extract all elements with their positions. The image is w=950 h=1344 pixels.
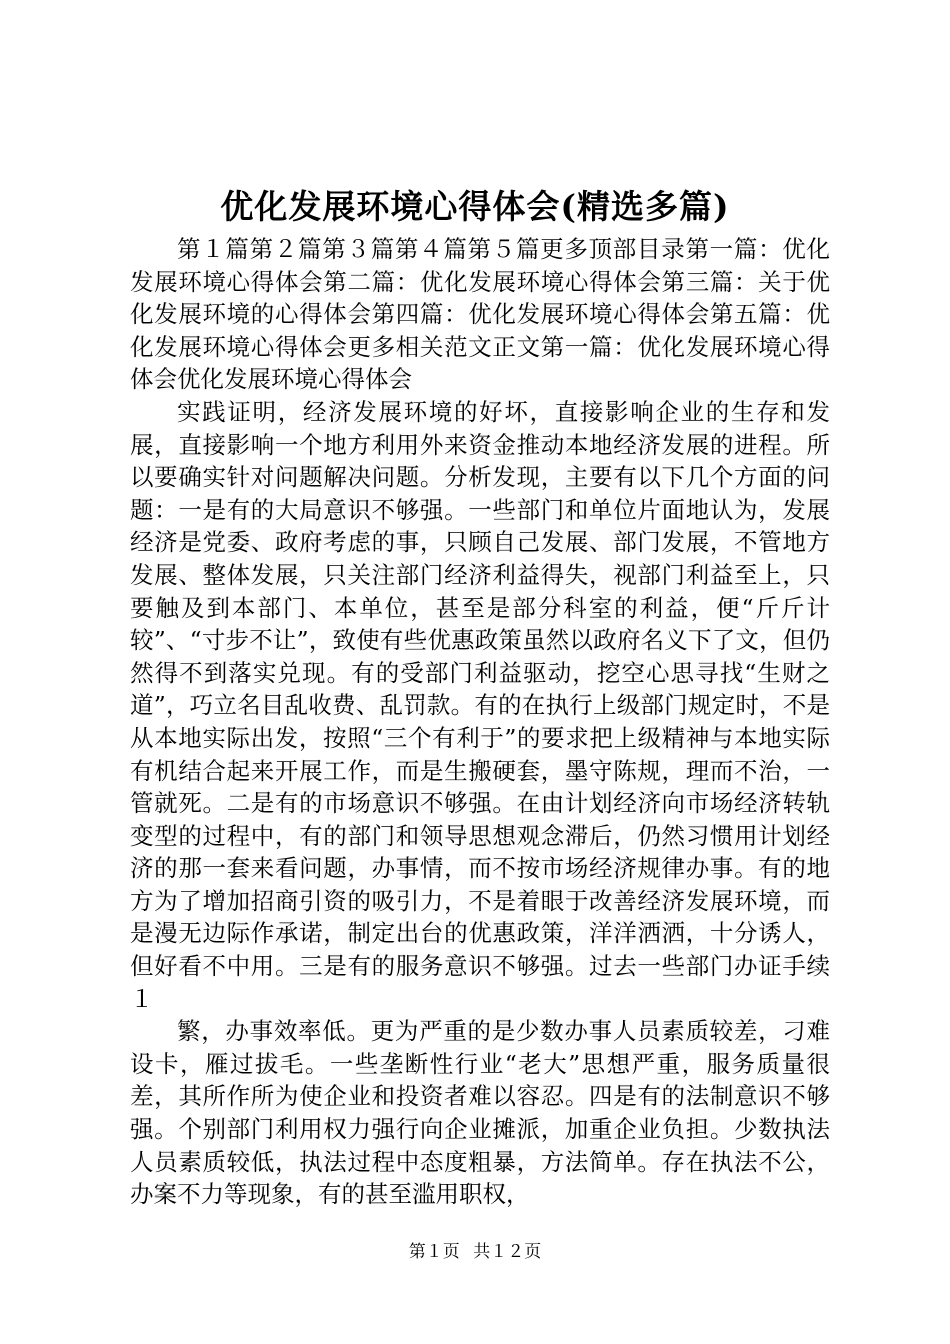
paragraph-body-1: 实践证明，经济发展环境的好坏，直接影响企业的生存和发展，直接影响一个地方利用外来资金推动本地经济发展的进程。所以要确实针对问题解决问题。分析发现，主要有以下几个方面的问题：一是有的大局意识不够强。一些部门和单位片面地认为，发展经济是党委、政府考虑的事，只顾自己发展、部门发展，不管地方发展、整体发展，只关注部门经济利益得失，视部门利益至上，只要触及到本部门、本单位，甚至是部分科室的利益，便“斤斤计较”、“寸步不让”，致使有些优惠政策虽然以政府名义下了文，但仍然得不到落实兑现。有的受部门利益驱动，挖空心思寻找“生财之道”，巧立名目乱收费、乱罚款。有的在执行上级部门规定时，不是从本地实际出发，按照“三个有利于”的要求把上级精神与本地实际有机结合起来开展工作，而是生搬硬套，墨守陈规，理而不治，一管就死。二是有的市场意识不够强。在由计划经济向市场经济转轨变型的过程中，有的部门和领导思想观念滞后，仍然习惯用计划经济的那一套来看问题，办事情，而不按市场经济规律办事。有的地方为了增加招商引资的吸引力，不是着眼于改善经济发展环境，而是漫无边际作承诺，制定出台的优惠政策，洋洋洒洒，十分诱人，但好看不中用。三是有的服务意识不够强。过去一些部门办证手续１ <box>130 397 830 1013</box>
document-body <box>130 233 830 1211</box>
page-footer <box>0 1240 950 1264</box>
paragraph-body-2: 繁，办事效率低。更为严重的是少数办事人员素质较差，刁难设卡，雁过拔毛。一些垄断性行业“老大”思想严重，服务质量很差，其所作所为使企业和投资者难以容忍。四是有的法制意识不够强。个别部门利用权力强行向企业摊派，加重企业负担。少数执法人员素质较低，执法过程中态度粗暴，方法简单。存在执法不公，办案不力等现象，有的甚至滥用职权， <box>130 1017 830 1209</box>
page-number-current: 第１页 <box>408 1242 460 1262</box>
document-title: 优化发展环境心得体会(精选多篇) <box>220 187 730 226</box>
paragraph-toc: 第１篇第２篇第３篇第４篇第５篇更多顶部目录第一篇：优化发展环境心得体会第二篇：优化发展环境心得体会第三篇：关于优化发展环境的心得体会第四篇：优化发展环境心得体会第五篇：优化发展环境心得体会更多相关范文正文第一篇：优化发展环境心得体会优化发展环境心得体会 <box>130 235 830 394</box>
page-number-total: 共１２页 <box>473 1242 542 1262</box>
